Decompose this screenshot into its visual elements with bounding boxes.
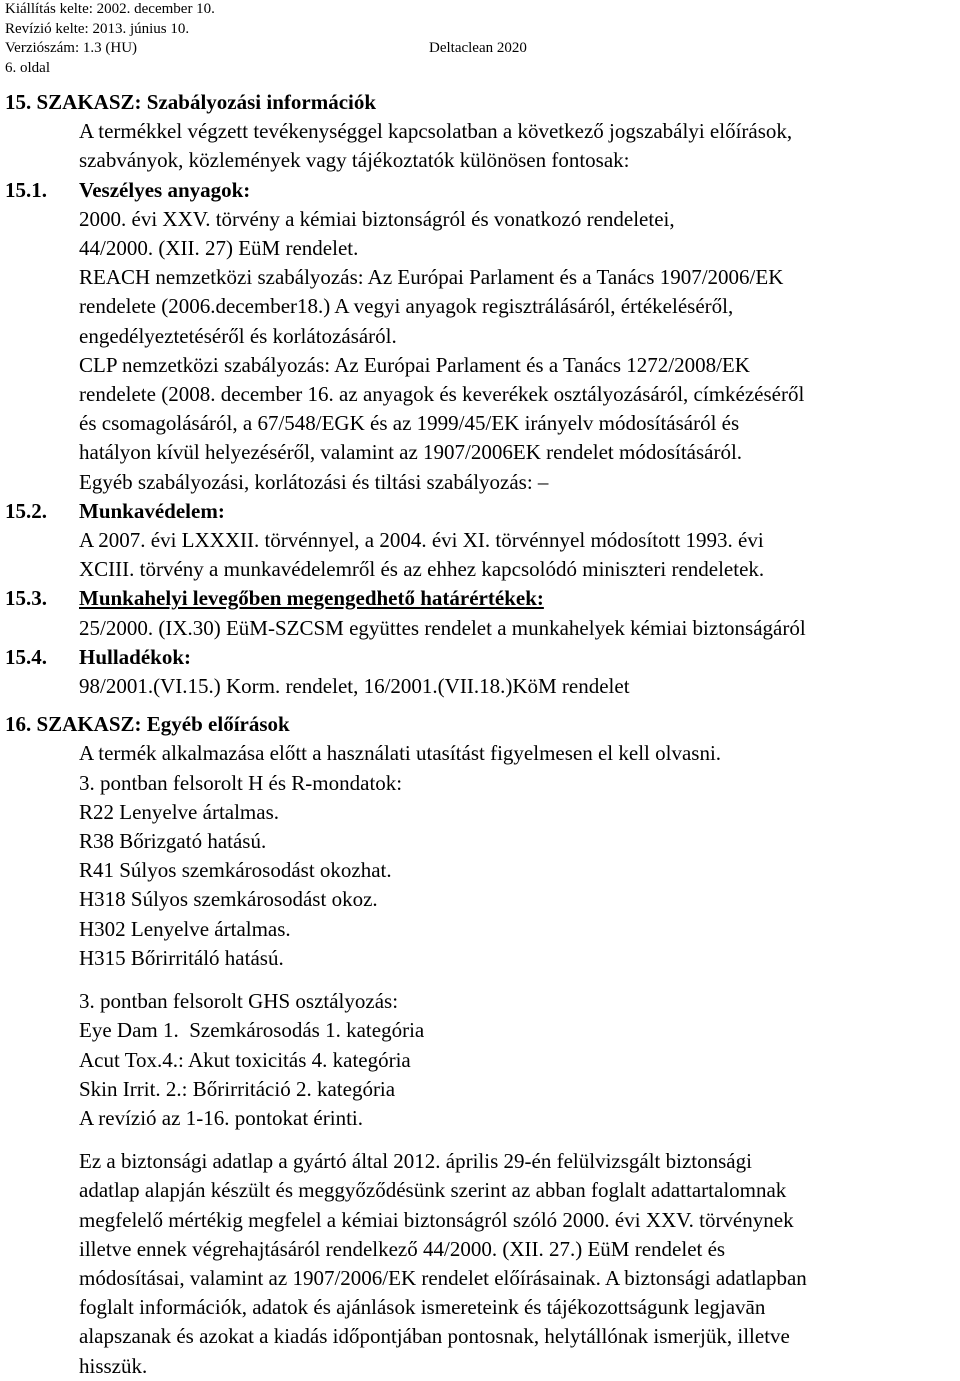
body-line: Egyéb szabályozási, korlátozási és tiltási szabályozás: – <box>79 469 549 494</box>
body-line: Eye Dam 1. Szemkárosodás 1. kategória <box>79 1018 425 1043</box>
body-line: hatályon kívül helyezéséről, valamint az 1907/2006EK rendelet módosításáról. <box>79 440 743 465</box>
body-line: 2000. évi XXV. törvény a kémiai biztonságról és vonatkozó rendeletei, <box>79 206 675 231</box>
body-line: A revízió az 1-16. pontokat érinti. <box>79 1105 364 1130</box>
subsection-15-1 <box>5 176 957 497</box>
body-line: adatlap alapján készült és meggyőződésünk szerint az abban foglalt adattartalomnak <box>79 1178 787 1203</box>
subsection-number: 15.3. <box>5 586 47 611</box>
body-line: alapszanak és azokat a kiadás időpontjában pontosnak, helytállónak ismerjük, illetve <box>79 1324 790 1349</box>
body-line: Ez a biztonsági adatlap a gyártó által 2012. április 29-én felülvizsgált biztonsági <box>79 1149 752 1174</box>
body-line: 25/2000. (IX.30) EüM-SZCSM együttes rendelet a munkahelyek kémiai biztonságáról <box>79 615 806 640</box>
body-line: engedélyeztetéséről és korlátozásáról. <box>79 323 397 348</box>
body-line: R38 Bőrizgató hatású. <box>79 829 267 854</box>
section-16-ghs <box>5 987 957 1133</box>
body-line: CLP nemzetközi szabályozás: Az Európai Parlament és a Tanács 1272/2008/EK <box>79 352 750 377</box>
body-line: 98/2001.(VI.15.) Korm. rendelet, 16/2001.(VII.18.)KöM rendelet <box>79 674 630 699</box>
body-line: 44/2000. (XII. 27) EüM rendelet. <box>79 236 359 261</box>
body-line: 3. pontban felsorolt GHS osztályozás: <box>79 989 399 1014</box>
subsection-title: Veszélyes anyagok: <box>79 177 251 202</box>
body-line: R22 Lenyelve ártalmas. <box>79 799 280 824</box>
body-line: Acut Tox.4.: Akut toxicitás 4. kategória <box>79 1047 411 1072</box>
subsection-15-2 <box>5 497 957 585</box>
body-line: H302 Lenyelve ártalmas. <box>79 916 291 941</box>
body-line: A termék alkalmazása előtt a használati utasítást figyelmesen el kell olvasni. <box>79 741 722 766</box>
body-line: H315 Bőrirritáló hatású. <box>79 945 284 970</box>
body-line: módosításai, valamint az 1907/2006/EK rendelet előírásainak. A biztonsági adatlapban <box>79 1265 807 1290</box>
intro-line: A termékkel végzett tevékenységgel kapcsolatban a következő jogszabályi előírások, <box>79 119 793 144</box>
section-16-statements <box>5 739 957 973</box>
revision-date: Revízió kelte: 2013. június 10. <box>5 20 190 37</box>
subsection-number: 15.2. <box>5 498 47 523</box>
body-line: XCIII. törvény a munkavédelemről és az ehhez kapcsolódó miniszteri rendeletek. <box>79 557 765 582</box>
body-line: rendelete (2008. december 16. az anyagok és keverékek osztályozásáról, címkézéséről <box>79 382 805 407</box>
intro-line: szabványok, közlemények vagy tájékoztatók különösen fontosak: <box>79 148 630 173</box>
subsection-15-3 <box>5 584 957 642</box>
body-line: Skin Irrit. 2.: Bőrirritáció 2. kategória <box>79 1076 396 1101</box>
version-row <box>5 39 955 59</box>
body-line: illetve ennek végrehajtásáról rendelkező 44/2000. (XII. 27.) EüM rendelet és <box>79 1236 726 1261</box>
body-line: rendelete (2006.december18.) A vegyi anyagok regisztrálásáról, értékeléséről, <box>79 294 734 319</box>
subsection-15-4 <box>5 643 957 701</box>
subsection-title: Munkahelyi levegőben megengedhető határértékek: <box>79 586 544 611</box>
body-line: A 2007. évi LXXXII. törvénnyel, a 2004. évi XI. törvénnyel módosított 1993. évi <box>79 528 764 553</box>
product-name: Deltaclean 2020 <box>429 40 527 56</box>
page-number: 6. oldal <box>5 59 50 76</box>
subsection-number: 15.4. <box>5 644 47 669</box>
body-line: foglalt információk, adatok és ajánlások ismereteink és tájékozottságunk legjavān <box>79 1295 766 1320</box>
issue-date: Kiállítás kelte: 2002. december 10. <box>5 1 215 17</box>
body-line: 3. pontban felsorolt H és R-mondatok: <box>79 770 403 795</box>
body-line: megfelelő mértékig megfelel a kémiai biztonságról szóló 2000. évi XXV. törvénynek <box>79 1207 794 1232</box>
section-15-title: 15. SZAKASZ: Szabályozási információk <box>5 90 377 114</box>
subsection-title: Hulladékok: <box>79 644 192 669</box>
body-line: hisszük. <box>79 1353 148 1378</box>
subsection-title: Munkavédelem: <box>79 498 225 523</box>
section-15-intro <box>5 117 957 175</box>
version-number: Verziószám: 1.3 (HU) <box>5 40 138 56</box>
document-body <box>5 88 957 1381</box>
subsection-number: 15.1. <box>5 177 47 202</box>
body-line: H318 Súlyos szemkárosodást okoz. <box>79 887 378 912</box>
document-header <box>5 0 955 78</box>
body-line: R41 Súlyos szemkárosodást okozhat. <box>79 858 392 883</box>
body-line: REACH nemzetközi szabályozás: Az Európai Parlament és a Tanács 1907/2006/EK <box>79 265 784 290</box>
closing-statement <box>5 1147 957 1381</box>
section-16-title: 16. SZAKASZ: Egyéb előírások <box>5 712 290 737</box>
body-line: és csomagolásáról, a 67/548/EGK és az 1999/45/EK irányelv módosításáról és <box>79 411 740 436</box>
